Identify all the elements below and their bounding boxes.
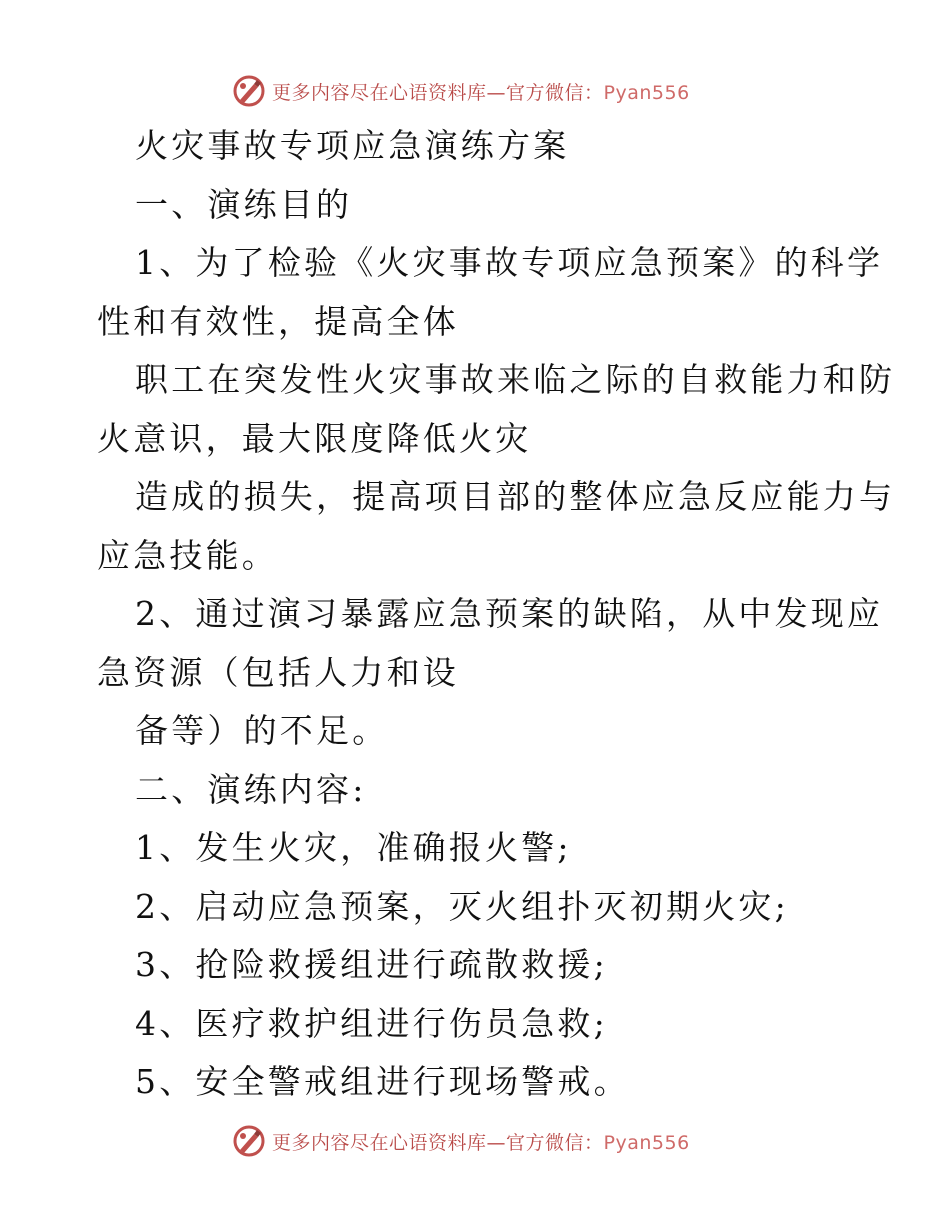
text-line: 5、安全警戒组进行现场警戒。 <box>135 1062 630 1101</box>
text-line: 应急技能。 <box>97 535 278 575</box>
text-line: 二、演练内容: <box>135 769 367 809</box>
text-line: 2、通过演习暴露应急预案的缺陷，从中发现应 <box>135 594 884 633</box>
watermark-text: 更多内容尽在心语资料库—官方微信：Pyan556 <box>272 81 690 104</box>
text-line: 3、抢险救援组进行疏散救援; <box>135 945 608 984</box>
text-line: 1、为了检验《火灾事故专项应急预案》的科学 <box>135 243 884 282</box>
text-line: 火灾事故专项应急演练方案 <box>135 126 570 165</box>
text-line: 备等）的不足。 <box>135 711 389 750</box>
text-line: 急资源（包括人力和设 <box>97 652 459 692</box>
text-line: 4、医疗救护组进行伤员急救; <box>135 1003 608 1043</box>
text-line: 造成的损失，提高项目部的整体应急反应能力与 <box>135 477 896 516</box>
watermark-wechat-id: Pyan556 <box>603 1131 690 1154</box>
text-line: 1、发生火灾，准确报火警; <box>135 828 572 867</box>
text-line: 性和有效性，提高全体 <box>97 301 459 341</box>
text-line: 一、演练目的 <box>135 184 353 224</box>
text-line: 职工在突发性火灾事故来临之际的自救能力和防 <box>135 360 896 399</box>
header-watermark <box>232 74 690 108</box>
footer-watermark <box>232 1124 690 1158</box>
pen-logo-icon <box>232 1124 266 1158</box>
pen-logo-icon <box>232 74 266 108</box>
text-line: 火意识，最大限度降低火灾 <box>97 418 532 458</box>
watermark-wechat-id: Pyan556 <box>603 81 690 104</box>
document-body <box>97 117 896 1112</box>
watermark-text: 更多内容尽在心语资料库—官方微信：Pyan556 <box>272 1131 690 1154</box>
text-line: 2、启动应急预案，灭火组扑灭初期火灾; <box>135 886 789 926</box>
